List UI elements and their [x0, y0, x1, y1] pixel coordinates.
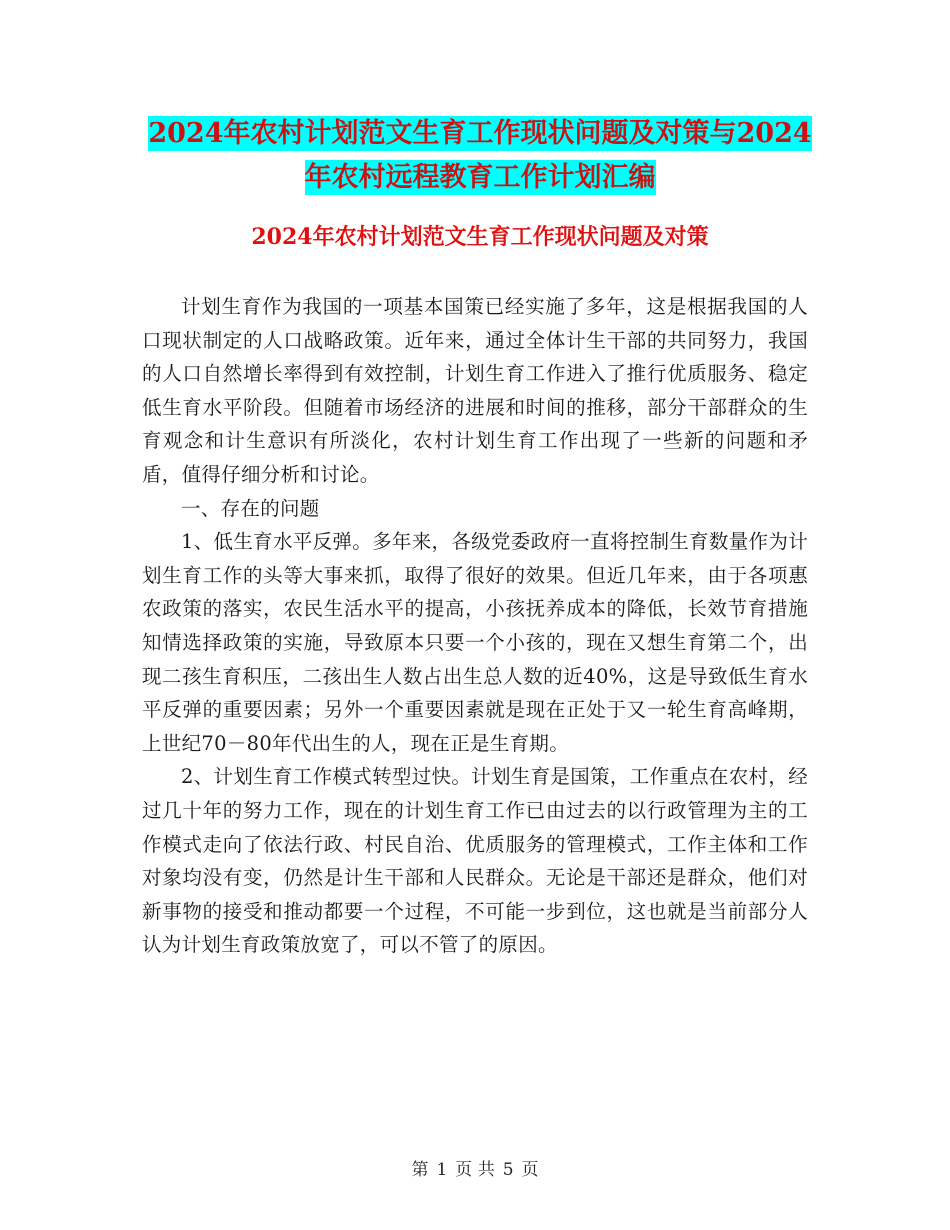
paragraph-intro: 计划生育作为我国的一项基本国策已经实施了多年，这是根据我国的人口现状制定的人口战略政策。近年来，通过全体计生干部的共同努力，我国的人口自然增长率得到有效控制，计划生育工作进入了推行优质服务、稳定低生育水平阶段。但随着市场经济的进展和时间的推移，部分干部群众的生育观念和计生意识有所淡化，农村计划生育工作出现了一些新的问题和矛盾，值得仔细分析和讨论。 — [142, 295, 808, 486]
footer-prefix: 第 — [411, 1160, 429, 1180]
title-line-1: 2024年农村计划范文生育工作现状问题及对策与2024 — [148, 118, 812, 149]
page-footer — [0, 1155, 950, 1180]
total-pages: 5 — [502, 1160, 514, 1180]
page-number: 1 — [436, 1160, 448, 1180]
paragraph-point-2: 2、计划生育工作模式转型过快。计划生育是国策，工作重点在农村，经过几十年的努力工作，现在的计划生育工作已由过去的以行政管理为主的工作模式走向了依法行政、村民自治、优质服务的管理模式，工作主体和工作对象均没有变，仍然是计生干部和人民群众。无论是干部还是群众，他们对新事物的接受和推动都要一个过程，不可能一步到位，这也就是当前部分人认为计划生育政策放宽了，可以不管了的原因。 — [142, 765, 808, 957]
document-body — [142, 290, 808, 962]
footer-middle: 页 共 — [455, 1160, 495, 1180]
section-title: 2024年农村计划范文生育工作现状问题及对策 — [251, 224, 709, 250]
paragraph-point-1: 1、低生育水平反弹。多年来，各级党委政府一直将控制生育数量作为计划生育工作的头等大事来抓，取得了很好的效果。但近几年来，由于各项惠农政策的落实，农民生活水平的提高，小孩抚养成本的降低，长效节育措施知情选择政策的实施，导致原本只要一个小孩的，现在又想生育第二个，出现二孩生育积压，二孩出生人数占出生总人数的近40%，这是导致低生育水平反弹的重要因素；另外一个重要因素就是现在正处于又一轮生育高峰期，上世纪70－80年代出生的人，现在正是生育期。 — [142, 530, 808, 755]
document-title — [140, 112, 820, 200]
footer-suffix: 页 — [521, 1160, 539, 1180]
title-line-2: 年农村远程教育工作计划汇编 — [304, 162, 656, 193]
heading-problems: 一、存在的问题 — [181, 496, 320, 520]
